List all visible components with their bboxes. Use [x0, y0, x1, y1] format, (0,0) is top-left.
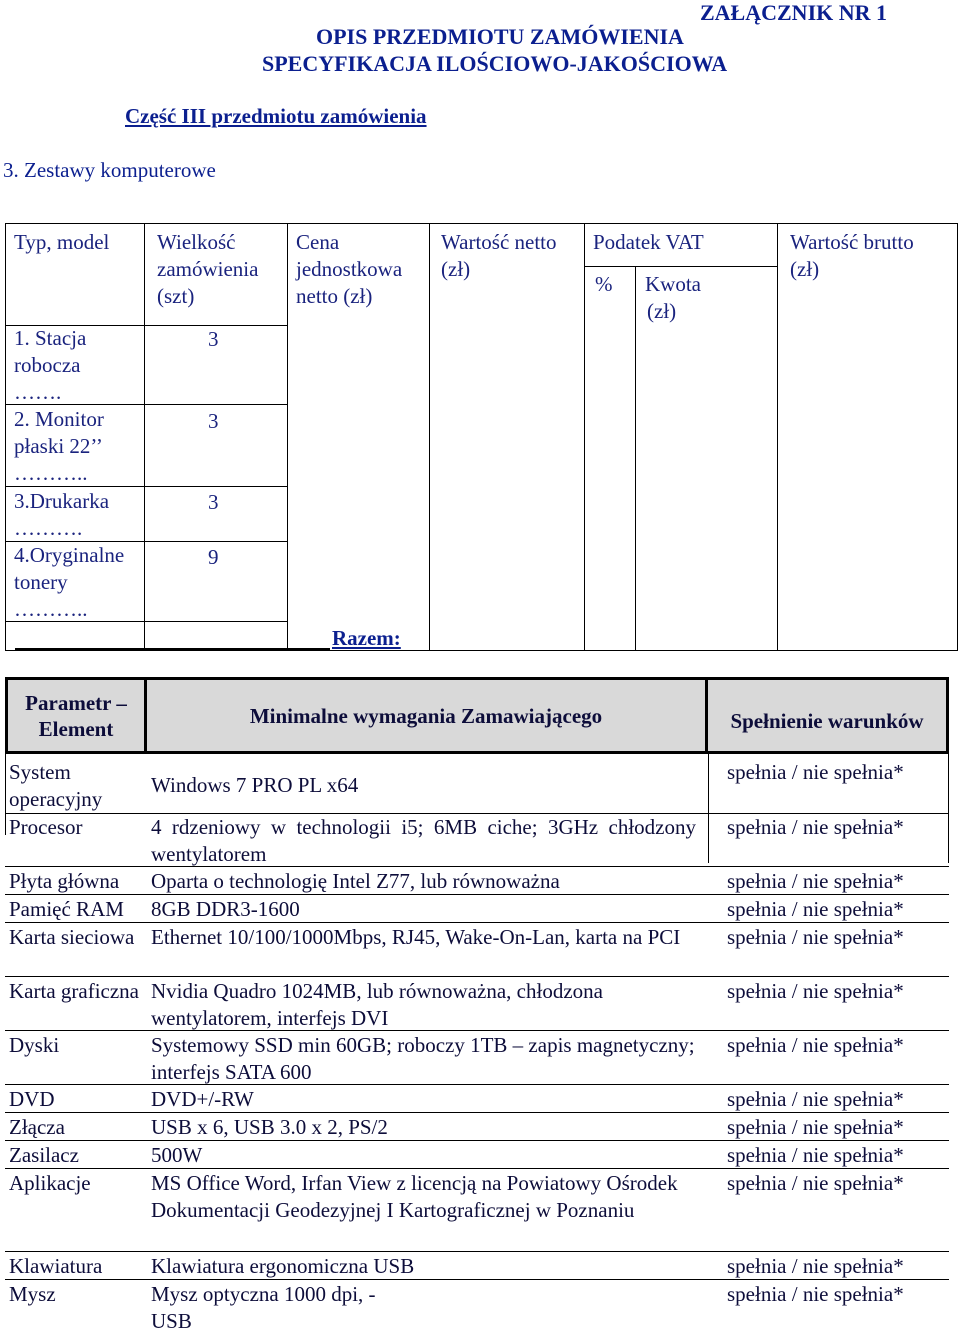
status-cell: spełnia / nie spełnia*: [727, 1282, 904, 1306]
param-cell: Złącza: [9, 1115, 65, 1139]
status-cell: spełnia / nie spełnia*: [727, 869, 904, 893]
header-vat-pct: %: [595, 272, 613, 296]
header-model: Typ, model: [14, 230, 110, 254]
requirement-cell: 8GB DDR3-1600: [151, 897, 300, 921]
header-qty: Wielkość zamówienia (szt): [157, 230, 259, 308]
param-cell: Procesor: [9, 815, 83, 839]
item-1-name: 1. Stacja robocza …….: [14, 326, 87, 404]
status-cell: spełnia / nie spełnia*: [727, 1033, 904, 1057]
param-cell: Karta sieciowa: [9, 925, 135, 949]
header-net-value: Wartość netto (zł): [441, 230, 557, 281]
requirement-cell: Mysz optyczna 1000 dpi, -USB: [151, 1282, 376, 1333]
header-vat-amount: Kwota (zł): [645, 272, 701, 323]
requirement-cell: Klawiatura ergonomiczna USB: [151, 1254, 415, 1278]
status-cell: spełnia / nie spełnia*: [727, 760, 904, 784]
item-4-qty: 9: [208, 545, 219, 569]
requirement-cell: 500W: [151, 1143, 203, 1167]
requirement-cell: Ethernet 10/100/1000Mbps, RJ45, Wake-On-Lan, karta na PCI: [151, 925, 681, 949]
status-cell: spełnia / nie spełnia*: [727, 815, 904, 839]
header-requirements: Minimalne wymagania Zamawiającego: [144, 677, 708, 754]
document-title: OPIS PRZEDMIOTU ZAMÓWIENIA: [316, 24, 684, 49]
status-cell: spełnia / nie spełnia*: [727, 1254, 904, 1278]
pricing-table: [5, 223, 958, 651]
attachment-label: ZAŁĄCZNIK NR 1: [700, 0, 888, 25]
section-heading: 3. Zestawy komputerowe: [3, 158, 216, 182]
param-cell: Płyta główna: [9, 869, 120, 893]
status-cell: spełnia / nie spełnia*: [727, 1171, 904, 1195]
status-cell: spełnia / nie spełnia*: [727, 1115, 904, 1139]
item-3-qty: 3: [208, 490, 219, 514]
param-cell: Zasilacz: [9, 1143, 79, 1167]
header-unit-price: Cena jednostkowa netto (zł): [296, 230, 403, 308]
requirement-cell: USB x 6, USB 3.0 x 2, PS/2: [151, 1115, 388, 1139]
status-cell: spełnia / nie spełnia*: [727, 897, 904, 921]
status-cell: spełnia / nie spełnia*: [727, 1143, 904, 1167]
item-3-name: 3.Drukarka ……….: [14, 489, 110, 540]
item-2-name: 2. Monitor płaski 22’’ ………..: [14, 407, 104, 485]
param-cell: Klawiatura: [9, 1254, 103, 1278]
header-param: Parametr – Element: [5, 677, 147, 754]
status-cell: spełnia / nie spełnia*: [727, 1087, 904, 1111]
total-label: Razem:: [332, 626, 401, 650]
requirement-cell: Nvidia Quadro 1024MB, lub równoważna, chłodzona wentylatorem, interfejs DVI: [151, 979, 603, 1030]
header-vat: Podatek VAT: [593, 230, 704, 254]
header-gross: Wartość brutto (zł): [790, 230, 914, 281]
status-cell: spełnia / nie spełnia*: [727, 925, 904, 949]
param-cell: Karta graficzna: [9, 979, 139, 1003]
part-heading: Część III przedmiotu zamówienia: [125, 104, 427, 128]
requirement-cell: Oparta o technologię Intel Z77, lub równoważna: [151, 869, 560, 893]
requirement-cell: 4 rdzeniowy w technologii i5; 6MB ciche; 3GHz chłodzony wentylatorem: [151, 815, 696, 866]
item-4-name: 4.Oryginalne tonery ………..: [14, 543, 125, 621]
requirement-cell: MS Office Word, Irfan View z licencją na Powiatowy Ośrodek Dokumentacji Geodezyjnej I Kartograficznej w Poznaniu: [151, 1171, 678, 1222]
status-cell: spełnia / nie spełnia*: [727, 979, 904, 1003]
param-cell: Aplikacje: [9, 1171, 91, 1195]
param-cell: Mysz: [9, 1282, 56, 1306]
item-1-qty: 3: [208, 327, 219, 351]
requirement-cell: Windows 7 PRO PL x64: [151, 773, 359, 797]
header-fulfillment: Spełnienie warunków: [705, 677, 949, 754]
document-subtitle: SPECYFIKACJA ILOŚCIOWO-JAKOŚCIOWA: [262, 51, 728, 76]
requirement-cell: Systemowy SSD min 60GB; roboczy 1TB – zapis magnetyczny; interfejs SATA 600: [151, 1033, 695, 1084]
requirement-cell: DVD+/-RW: [151, 1087, 254, 1111]
param-cell: Pamięć RAM: [9, 897, 124, 921]
param-cell: Dyski: [9, 1033, 60, 1057]
param-cell: DVD: [9, 1087, 55, 1111]
item-2-qty: 3: [208, 409, 219, 433]
param-cell: System operacyjny: [9, 760, 103, 811]
